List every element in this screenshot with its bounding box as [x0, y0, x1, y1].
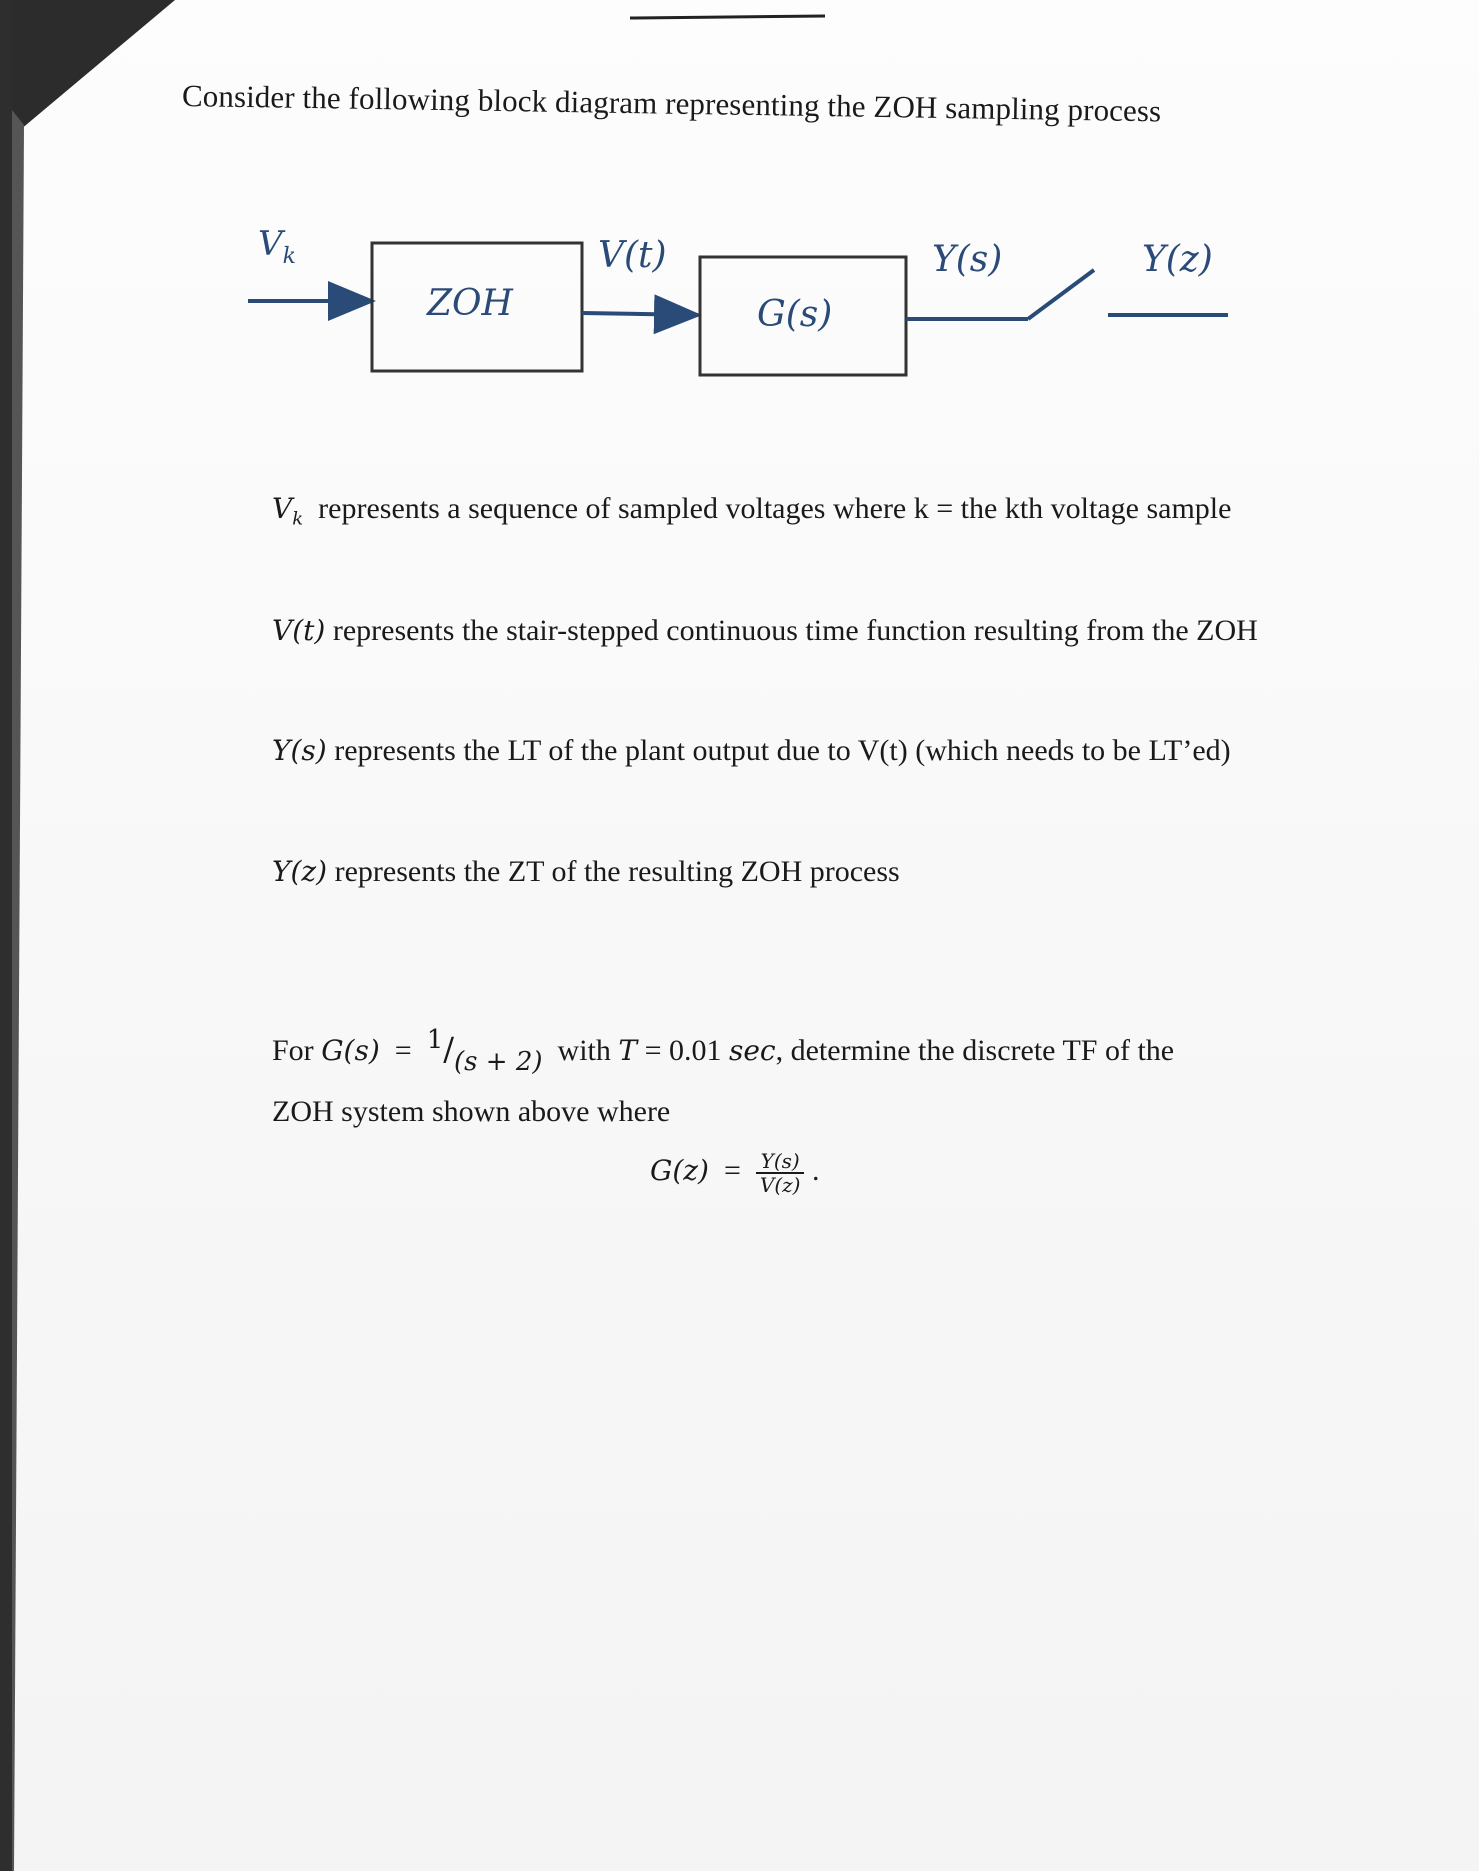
- gz-equation: [650, 1150, 819, 1196]
- definition-vt-symbol: V(t): [272, 614, 326, 647]
- tf-slash: /: [443, 1030, 455, 1068]
- question-gs: G(s): [321, 1034, 380, 1067]
- definition-vt: [272, 614, 1258, 648]
- vt-label: V(t): [598, 235, 667, 276]
- definition-vk: [272, 492, 1231, 530]
- definition-yz-symbol: Y(z): [272, 855, 328, 888]
- question-sec: sec: [728, 1034, 776, 1067]
- input-vk-label: $V_k$: [258, 224, 296, 269]
- gz-denominator: V(z): [759, 1173, 801, 1197]
- definition-yz-text: represents the ZT of the resulting ZOH process: [334, 855, 900, 888]
- gz-lhs: G(z): [650, 1153, 709, 1187]
- question-for: For: [272, 1034, 314, 1067]
- gz-numerator: Y(s): [756, 1150, 805, 1174]
- definition-vk-symbol: $V_k$: [272, 492, 304, 530]
- question-line-2: ZOH system shown above where: [272, 1095, 671, 1128]
- definition-ys: [272, 734, 1231, 768]
- question-T: T: [618, 1034, 638, 1067]
- question-rest: , determine the discrete TF of the: [775, 1034, 1175, 1067]
- question-line-1: [272, 1025, 1175, 1077]
- gz-period: .: [811, 1153, 820, 1187]
- tf-numerator: 1: [426, 1025, 444, 1055]
- vt-arrow: [582, 313, 698, 315]
- question-T-value: = 0.01: [644, 1034, 722, 1067]
- question-equals: =: [394, 1034, 412, 1067]
- intro-text: Consider the following block diagram representing the ZOH sampling process: [181, 78, 1162, 129]
- tf-denominator: (s + 2): [454, 1047, 543, 1077]
- question-with: with: [557, 1034, 611, 1067]
- zoh-block-label: ZOH: [427, 283, 513, 324]
- plant-block-label: G(s): [757, 294, 833, 335]
- definition-vt-text: represents the stair-stepped continuous time function resulting from the ZOH: [332, 614, 1258, 647]
- zoh-block-diagram: [240, 215, 1240, 395]
- gz-equals: =: [723, 1153, 741, 1187]
- gz-fraction: [756, 1150, 805, 1196]
- sampler-switch: [1028, 270, 1094, 319]
- definition-vk-text: represents a sequence of sampled voltages where k = the kth voltage sample: [318, 492, 1232, 525]
- definition-yz: [272, 855, 900, 889]
- ys-label: Y(s): [932, 239, 1003, 280]
- yz-label: Y(z): [1142, 239, 1213, 280]
- definition-ys-symbol: Y(s): [272, 734, 327, 767]
- definition-ys-text: represents the LT of the plant output due to V(t) (which needs to be LT’ed): [334, 734, 1231, 767]
